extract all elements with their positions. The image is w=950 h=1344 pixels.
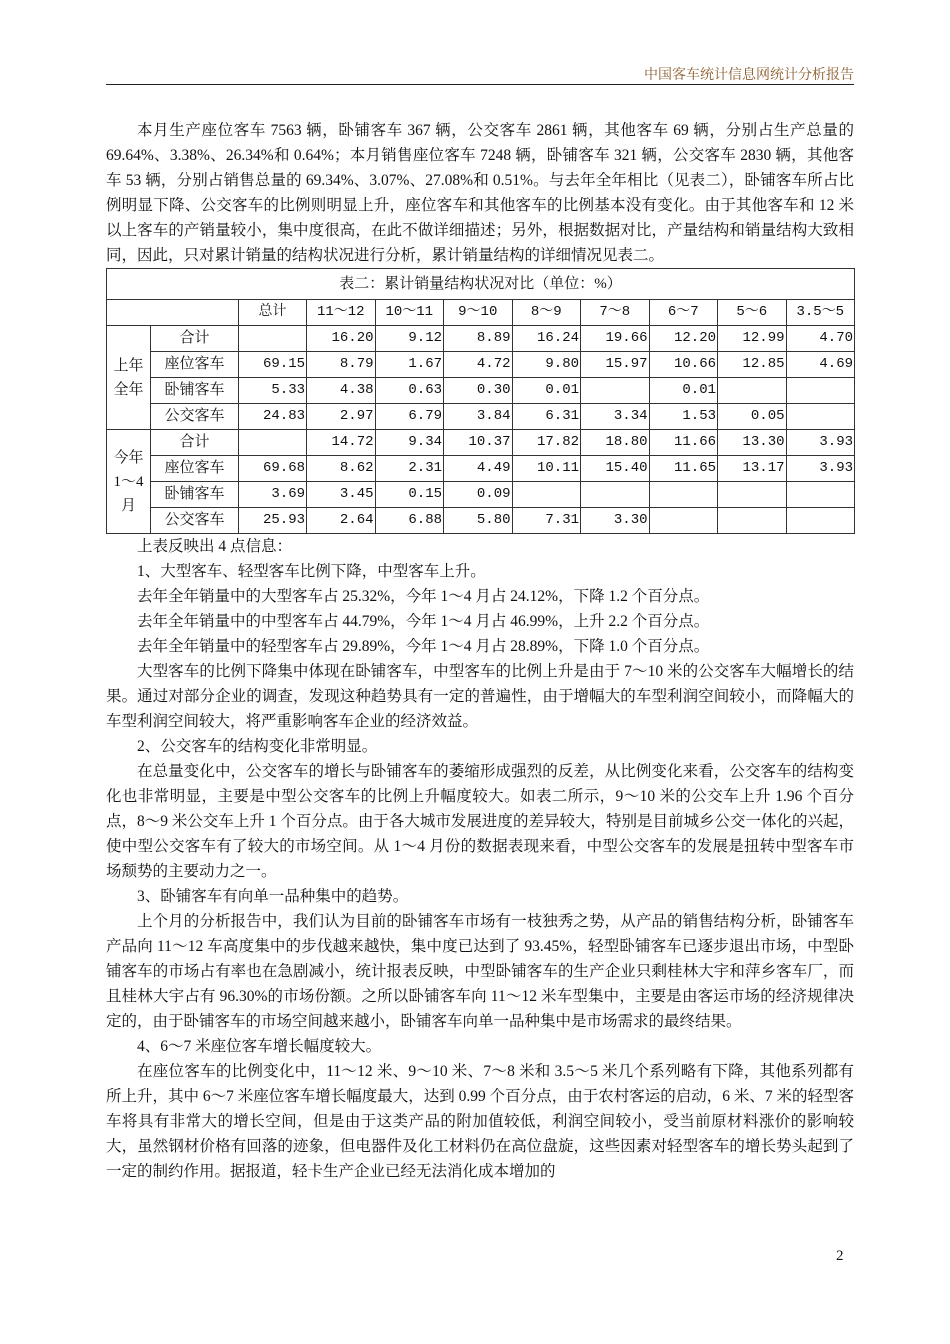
table-cell: 3.45 bbox=[307, 482, 376, 508]
sales-structure-table bbox=[106, 268, 855, 534]
table-row bbox=[107, 352, 855, 378]
table-cell: 0.63 bbox=[375, 378, 444, 404]
page-number: 2 bbox=[836, 1248, 844, 1264]
table-cell: 16.24 bbox=[512, 326, 581, 352]
table-cell: 18.80 bbox=[581, 430, 650, 456]
table-row bbox=[107, 378, 855, 404]
table-cell: 8.62 bbox=[307, 456, 376, 482]
table-cell: 69.68 bbox=[239, 456, 307, 482]
row-label: 卧铺客车 bbox=[151, 378, 239, 404]
table-cell: 4.49 bbox=[444, 456, 513, 482]
table-cell: 0.09 bbox=[444, 482, 513, 508]
table-cell: 10.37 bbox=[444, 430, 513, 456]
table-cell: 9.34 bbox=[375, 430, 444, 456]
table-row bbox=[107, 404, 855, 430]
table-cell: 11.66 bbox=[649, 430, 718, 456]
body-paragraph: 上表反映出 4 点信息： bbox=[137, 538, 293, 555]
column-header: 11～12 bbox=[307, 300, 376, 326]
table-cell: 0.05 bbox=[718, 404, 787, 430]
table-cell: 1.67 bbox=[375, 352, 444, 378]
table-cell bbox=[581, 378, 650, 404]
table-cell bbox=[718, 378, 787, 404]
body-paragraph: 1、大型客车、轻型客车比例下降，中型客车上升。 bbox=[137, 563, 486, 580]
row-label: 公交客车 bbox=[151, 404, 239, 430]
table-cell: 5.80 bbox=[444, 508, 513, 534]
intro-paragraph: 本月生产座位客车 7563 辆，卧铺客车 367 辆，公交客车 2861 辆，其他客车 69 辆，分别占生产总量的 69.64%、3.38%、26.34%和 0.64%；本月销售座位客车 7248 辆，卧铺客车 321 辆，公交客车 2830 辆，其他客车 53 辆，分别占销售总量的 69.34%、3.07%、27.08%和 0.51%。与去年全年相比（见表二），卧铺客车所占比例明显下降、公交客车的比例则明显上升，座位客车和其他客车的比例基本没有变化。由于其他客车和 12 米以上客车的产销量较小，集中度很高，在此不做详细描述；另外，根据数据对比，产量结构和销量结构大致相同，因此，只对累计销量的结构状况进行分析，累计销量结构的详细情况见表二。 bbox=[106, 122, 854, 264]
table-cell bbox=[512, 482, 581, 508]
row-label: 卧铺客车 bbox=[151, 482, 239, 508]
table-cell bbox=[649, 482, 718, 508]
page-header bbox=[106, 62, 854, 85]
column-header: 9～10 bbox=[444, 300, 513, 326]
table-cell: 3.93 bbox=[786, 456, 855, 482]
table-cell: 16.20 bbox=[307, 326, 376, 352]
table-cell: 10.11 bbox=[512, 456, 581, 482]
table-cell: 9.12 bbox=[375, 326, 444, 352]
table-cell: 9.80 bbox=[512, 352, 581, 378]
body-paragraph: 在总量变化中，公交客车的增长与卧铺客车的萎缩形成强烈的反差，从比例变化来看，公交客车的结构变化也非常明显，主要是中型公交客车的比例上升幅度较大。如表二所示，9～10 米的公交车上升 1.96 个百分点，8～9 米公交车上升 1 个百分点。由于各大城市发展进度的差异较大，特别是目前城乡公交一体化的兴起，使中型公交客车有了较大的市场空间。从 1～4 月份的数据表现来看，中型公交客车的发展是扭转中型客车市场颓势的主要动力之一。 bbox=[106, 763, 854, 880]
table-cell bbox=[239, 326, 307, 352]
body-paragraph: 去年全年销量中的大型客车占 25.32%，今年 1～4 月占 24.12%，下降 1.2 个百分点。 bbox=[137, 588, 710, 605]
row-label: 座位客车 bbox=[151, 456, 239, 482]
table-cell: 4.70 bbox=[786, 326, 855, 352]
table-cell: 25.93 bbox=[239, 508, 307, 534]
body-paragraph: 2、公交客车的结构变化非常明显。 bbox=[137, 738, 378, 755]
table-cell: 1.53 bbox=[649, 404, 718, 430]
column-header: 8～9 bbox=[512, 300, 581, 326]
table-cell: 3.84 bbox=[444, 404, 513, 430]
table-cell: 6.88 bbox=[375, 508, 444, 534]
table-cell: 17.82 bbox=[512, 430, 581, 456]
table-cell: 4.72 bbox=[444, 352, 513, 378]
table-cell: 3.34 bbox=[581, 404, 650, 430]
body-paragraph: 在座位客车的比例变化中，11～12 米、9～10 米、7～8 米和 3.5～5 米几个系列略有下降，其他系列都有所上升，其中 6～7 米座位客车增长幅度最大，达到 0.99 个百分点，由于农村客运的启动，6 米、7 米的轻型客车将具有非常大的增长空间，但是由于这类产品的附加值较低，利润空间较小，受当前原材料涨价的影响较大，虽然钢材价格有回落的迹象，但电器件及化工材料仍在高位盘旋，这些因素对轻型客车的增长势头起到了一定的制约作用。据报道，轻卡生产企业已经无法消化成本增加的 bbox=[106, 1063, 854, 1180]
table-cell: 8.79 bbox=[307, 352, 376, 378]
header-title: 中国客车统计信息网统计分析报告 bbox=[644, 68, 854, 83]
row-label: 合计 bbox=[151, 430, 239, 456]
table-cell: 15.97 bbox=[581, 352, 650, 378]
table-cell: 0.01 bbox=[512, 378, 581, 404]
table-cell: 11.65 bbox=[649, 456, 718, 482]
table-cell: 69.15 bbox=[239, 352, 307, 378]
table-cell bbox=[786, 482, 855, 508]
table-cell: 4.38 bbox=[307, 378, 376, 404]
table-cell: 13.30 bbox=[718, 430, 787, 456]
body-paragraph: 4、6～7 米座位客车增长幅度较大。 bbox=[137, 1038, 382, 1055]
body-paragraph: 3、卧铺客车有向单一品种集中的趋势。 bbox=[137, 888, 409, 905]
table-cell bbox=[581, 482, 650, 508]
table-cell: 19.66 bbox=[581, 326, 650, 352]
table-cell: 14.72 bbox=[307, 430, 376, 456]
table-cell: 3.30 bbox=[581, 508, 650, 534]
table-cell: 6.79 bbox=[375, 404, 444, 430]
table-cell: 0.30 bbox=[444, 378, 513, 404]
table-cell bbox=[239, 430, 307, 456]
table-cell bbox=[786, 508, 855, 534]
column-header: 7～8 bbox=[581, 300, 650, 326]
table-cell: 6.31 bbox=[512, 404, 581, 430]
column-header: 3.5～5 bbox=[786, 300, 855, 326]
table-row bbox=[107, 482, 855, 508]
column-header: 5～6 bbox=[718, 300, 787, 326]
row-label: 公交客车 bbox=[151, 508, 239, 534]
column-header: 6～7 bbox=[649, 300, 718, 326]
row-label: 合计 bbox=[151, 326, 239, 352]
table-cell: 2.64 bbox=[307, 508, 376, 534]
row-group-label: 今年 1～4 月 bbox=[107, 430, 151, 534]
body-paragraph: 去年全年销量中的轻型客车占 29.89%，今年 1～4 月占 28.89%，下降 1.0 个百分点。 bbox=[137, 638, 710, 655]
table-cell: 2.97 bbox=[307, 404, 376, 430]
table-cell bbox=[786, 404, 855, 430]
table-cell: 7.31 bbox=[512, 508, 581, 534]
table-cell bbox=[786, 378, 855, 404]
table-cell: 12.20 bbox=[649, 326, 718, 352]
column-header: 10～11 bbox=[375, 300, 444, 326]
table-cell: 5.33 bbox=[239, 378, 307, 404]
table-caption: 表二：累计销量结构状况对比（单位：%） bbox=[107, 269, 855, 300]
table-cell: 2.31 bbox=[375, 456, 444, 482]
column-header: 总计 bbox=[239, 300, 307, 326]
table-cell: 3.69 bbox=[239, 482, 307, 508]
table-header-row bbox=[107, 300, 855, 326]
table-cell: 10.66 bbox=[649, 352, 718, 378]
table-row bbox=[107, 456, 855, 482]
table-cell: 24.83 bbox=[239, 404, 307, 430]
table-cell: 4.69 bbox=[786, 352, 855, 378]
document-body bbox=[106, 118, 854, 1184]
analysis-text bbox=[106, 534, 854, 1184]
table-cell bbox=[718, 482, 787, 508]
table-cell: 3.93 bbox=[786, 430, 855, 456]
table-cell bbox=[718, 508, 787, 534]
table-cell: 0.01 bbox=[649, 378, 718, 404]
table-row bbox=[107, 326, 855, 352]
row-group-label: 上年全年 bbox=[107, 326, 151, 430]
body-paragraph: 去年全年销量中的中型客车占 44.79%，今年 1～4 月占 46.99%，上升 2.2 个百分点。 bbox=[137, 613, 710, 630]
table-header-corner bbox=[107, 300, 239, 326]
table-cell: 12.85 bbox=[718, 352, 787, 378]
table-cell bbox=[649, 508, 718, 534]
table-cell: 13.17 bbox=[718, 456, 787, 482]
table-row bbox=[107, 508, 855, 534]
body-paragraph: 上个月的分析报告中，我们认为目前的卧铺客车市场有一枝独秀之势，从产品的销售结构分析，卧铺客车产品向 11～12 车高度集中的步伐越来越快，集中度已达到了 93.45%，轻型卧铺客车已逐步退出市场，中型卧铺客车的市场占有率也在急剧减小，统计报表反映，中型卧铺客车的生产企业只剩桂林大宇和萍乡客车厂，而且桂林大宇占有 96.30%的市场份额。之所以卧铺客车向 11～12 米车型集中，主要是由客运市场的经济规律决定的，由于卧铺客车的市场空间越来越小，卧铺客车向单一品种集中是市场需求的最终结果。 bbox=[106, 913, 854, 1030]
body-paragraph: 大型客车的比例下降集中体现在卧铺客车，中型客车的比例上升是由于 7～10 米的公交客车大幅增长的结果。通过对部分企业的调查，发现这种趋势具有一定的普遍性，由于增幅大的车型利润空间较小，而降幅大的车型利润空间较大，将严重影响客车企业的经济效益。 bbox=[106, 663, 854, 730]
row-label: 座位客车 bbox=[151, 352, 239, 378]
table-cell: 0.15 bbox=[375, 482, 444, 508]
table-cell: 12.99 bbox=[718, 326, 787, 352]
table-cell: 8.89 bbox=[444, 326, 513, 352]
table-cell: 15.40 bbox=[581, 456, 650, 482]
table-row bbox=[107, 430, 855, 456]
